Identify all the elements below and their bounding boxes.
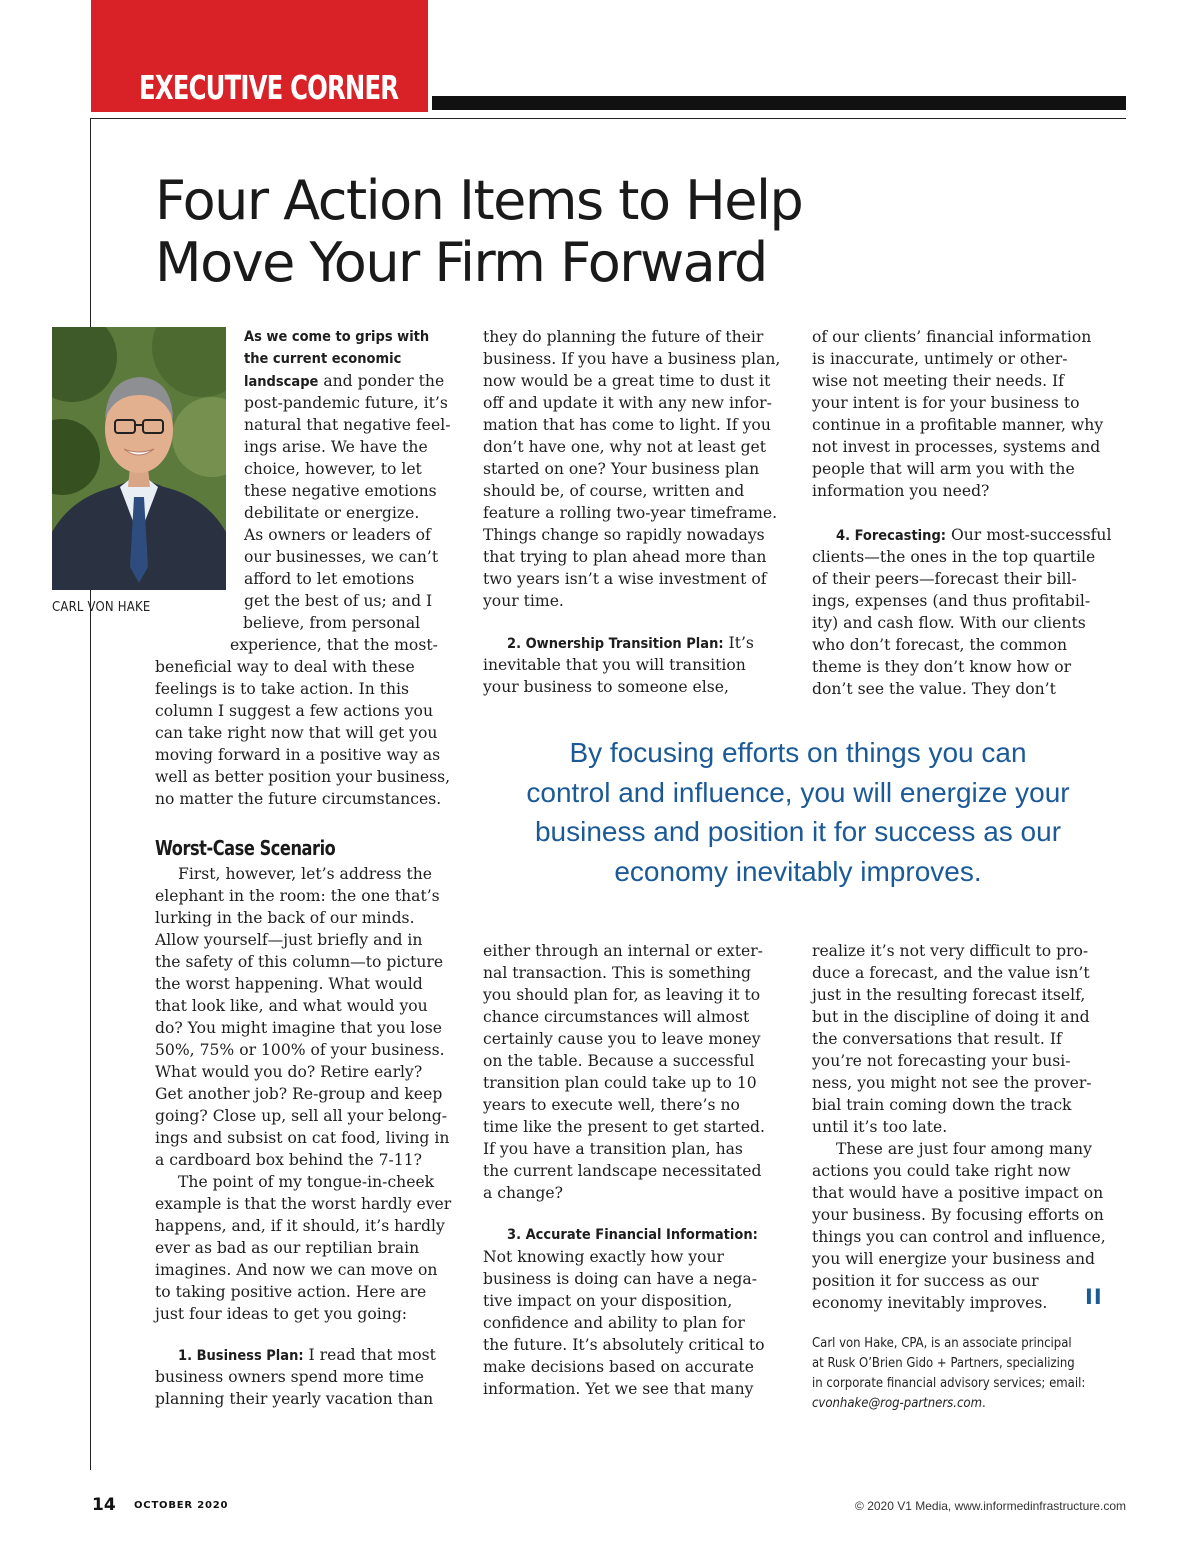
intro-line: can take right now that will get you xyxy=(155,724,438,742)
body-line: chance circumstances will almost xyxy=(483,1008,750,1026)
body-line: not invest in processes, systems and xyxy=(812,438,1101,456)
page-number: 14 xyxy=(92,1495,116,1515)
body-line: of our clients’ financial information xyxy=(812,328,1092,346)
body-line: started on one? Your business plan xyxy=(483,460,760,478)
body-line: a change? xyxy=(483,1184,563,1202)
body-line: off and update it with any new infor- xyxy=(483,394,772,412)
author-email[interactable]: cvonhake@rog-partners.com xyxy=(812,1396,982,1411)
item-text: Our most-successful xyxy=(946,526,1112,544)
body-line: These are just four among many xyxy=(836,1140,1092,1158)
item-heading: 1. Business Plan: xyxy=(178,1348,304,1364)
body-line: the future. It’s absolutely critical to xyxy=(483,1336,765,1354)
pull-quote-line: economy inevitably improves. xyxy=(614,855,982,887)
body-line: do? You might imagine that you lose xyxy=(155,1019,442,1037)
body-line: you should plan for, as leaving it to xyxy=(483,986,761,1004)
intro-line: As owners or leaders of xyxy=(244,526,431,544)
body-line: mation that has come to light. If you xyxy=(483,416,771,434)
pull-quote-line: By focusing efforts on things you can xyxy=(569,737,1027,768)
intro-lead-line: As we come to grips with xyxy=(244,329,430,345)
item-text: It’s xyxy=(723,634,754,652)
body-line: your intent is for your business to xyxy=(812,394,1080,412)
body-line: ever as bad as our reptilian brain xyxy=(155,1239,420,1257)
body-line: ings, expenses (and thus profitabil- xyxy=(812,592,1091,610)
body-line: The point of my tongue-in-cheek xyxy=(178,1173,435,1191)
body-line: imagines. And now we can move on xyxy=(155,1261,438,1279)
body-line: planning their yearly vacation than xyxy=(155,1390,434,1408)
body-line: information. Yet we see that many xyxy=(483,1380,754,1398)
body-line: make decisions based on accurate xyxy=(483,1358,754,1376)
intro-line: column I suggest a few actions you xyxy=(155,702,433,720)
body-line: business. If you have a business plan, xyxy=(483,350,781,368)
body-line: going? Close up, sell all your belong- xyxy=(155,1107,448,1125)
body-line: a cardboard box behind the 7-11? xyxy=(155,1151,423,1169)
body-line: just four ideas to get you going: xyxy=(155,1305,408,1323)
body-line: example is that the worst hardly ever xyxy=(155,1195,452,1213)
item-heading: 3. Accurate Financial Information: xyxy=(507,1227,758,1243)
body-line: Allow yourself—just briefly and in xyxy=(155,931,423,949)
body-line: your time. xyxy=(483,592,564,610)
intro-line: these negative emotions xyxy=(244,482,437,500)
intro-line: debilitate or energize. xyxy=(244,504,420,522)
intro-line: feelings is to take action. In this xyxy=(155,680,410,698)
intro-line: choice, however, to let xyxy=(244,460,422,478)
body-line xyxy=(178,1345,436,1368)
body-line: people that will arm you with the xyxy=(812,460,1075,478)
intro-line: well as better position your business, xyxy=(155,768,451,786)
body-line: should be, of course, written and xyxy=(483,482,745,500)
body-line: What would you do? Retire early? xyxy=(155,1063,423,1081)
body-line: the safety of this column—to picture xyxy=(155,953,444,971)
intro-line: ings arise. We have the xyxy=(244,438,428,456)
body-line: lurking in the back of our minds. xyxy=(155,909,415,927)
intro-lead-line: the current economic xyxy=(244,351,402,367)
article-title xyxy=(155,170,915,294)
intro-line: get the best of us; and I xyxy=(244,592,433,610)
title-line: Four Action Items to Help xyxy=(155,169,803,232)
intro-line: natural that negative feel- xyxy=(244,416,451,434)
worst-case-heading: Worst-Case Scenario xyxy=(155,836,336,860)
section-label: EXECUTIVE CORNER xyxy=(139,68,399,107)
intro-line xyxy=(244,371,444,394)
intro-line: our businesses, we can’t xyxy=(244,548,439,566)
item-heading: 2. Ownership Transition Plan: xyxy=(507,636,724,652)
body-line: duce a forecast, and the value isn’t xyxy=(812,964,1090,982)
body-line: to taking positive action. Here are xyxy=(155,1283,427,1301)
top-rule xyxy=(91,118,1126,119)
body-line: you’re not forecasting your busi- xyxy=(812,1052,1071,1070)
body-line: ings and subsist on cat food, living in xyxy=(155,1129,450,1147)
body-line: feature a rolling two-year timeframe. xyxy=(483,504,778,522)
body-line: First, however, let’s address the xyxy=(178,865,432,883)
body-line: don’t see the value. They don’t xyxy=(812,680,1056,698)
title-line: Move Your Firm Forward xyxy=(155,231,767,294)
body-line: Things change so rapidly nowadays xyxy=(483,526,765,544)
body-line: tive impact on your disposition, xyxy=(483,1292,733,1310)
bio-line xyxy=(812,1394,1085,1414)
body-line: things you can control and influence, xyxy=(812,1228,1106,1246)
body-line: information you need? xyxy=(812,482,990,500)
body-line: transition plan could take up to 10 xyxy=(483,1074,757,1092)
body-line: Get another job? Re-group and keep xyxy=(155,1085,443,1103)
body-line: you will energize your business and xyxy=(812,1250,1096,1268)
body-line: ity) and cash flow. With our clients xyxy=(812,614,1086,632)
intro-line: believe, from personal xyxy=(243,614,421,632)
item-heading: 4. Forecasting: xyxy=(836,528,946,544)
body-line xyxy=(507,633,754,656)
body-line: just in the resulting forecast itself, xyxy=(812,986,1086,1004)
body-line xyxy=(836,525,1111,548)
body-line: position it for success as our xyxy=(812,1272,1039,1290)
body-line: that look like, and what would you xyxy=(155,997,428,1015)
body-line: nal transaction. This is something xyxy=(483,964,752,982)
pull-quote-line: control and influence, you will energize your xyxy=(526,776,1070,808)
body-line: clients—the ones in the top quartile xyxy=(812,548,1096,566)
body-line: 50%, 75% or 100% of your business. xyxy=(155,1041,445,1059)
pull-quote-line: business and position it for success as our xyxy=(534,816,1062,847)
body-line: on the table. Because a successful xyxy=(483,1052,755,1070)
body-line: business is doing can have a nega- xyxy=(483,1270,757,1288)
body-line: certainly cause you to leave money xyxy=(483,1030,761,1048)
body-line: two years isn’t a wise investment of xyxy=(483,570,767,588)
body-line: theme is they don’t know how or xyxy=(812,658,1072,676)
pull-quote xyxy=(484,733,1112,891)
body-line: that trying to plan ahead more than xyxy=(483,548,767,566)
intro-line: moving forward in a positive way as xyxy=(155,746,441,764)
body-line: now would be a great time to dust it xyxy=(483,372,771,390)
bio-line: at Rusk O’Brien Gido + Partners, specializing xyxy=(812,1356,1075,1371)
body-line: the worst happening. What would xyxy=(155,975,423,993)
intro-line: beneficial way to deal with these xyxy=(155,658,415,676)
body-line: your business. By focusing efforts on xyxy=(812,1206,1104,1224)
body-line: bial train coming down the track xyxy=(812,1096,1072,1114)
author-photo xyxy=(52,327,226,590)
intro-line: experience, that the most- xyxy=(230,636,438,654)
body-line: your business to someone else, xyxy=(483,678,729,696)
body-line: who don’t forecast, the common xyxy=(812,636,1068,654)
body-line: realize it’s not very difficult to pro- xyxy=(812,942,1089,960)
body-line: Not knowing exactly how your xyxy=(483,1248,724,1266)
body-line: wise not meeting their needs. If xyxy=(812,372,1064,390)
body-line: that would have a positive impact on xyxy=(812,1184,1104,1202)
body-line: happens, and, if it should, it’s hardly xyxy=(155,1217,445,1235)
body-line: elephant in the room: the one that’s xyxy=(155,887,440,905)
body-line: either through an internal or exter- xyxy=(483,942,763,960)
body-line: confidence and ability to plan for xyxy=(483,1314,745,1332)
body-line: inevitable that you will transition xyxy=(483,656,746,674)
body-line: If you have a transition plan, has xyxy=(483,1140,743,1158)
body-line: until it’s too late. xyxy=(812,1118,948,1136)
bio-line: in corporate financial advisory services; email: xyxy=(812,1376,1086,1391)
email-suffix: . xyxy=(981,1396,986,1411)
copyright-line: © 2020 V1 Media, www.informedinfrastructure.com xyxy=(855,1499,1126,1513)
body-line: but in the discipline of doing it and xyxy=(812,1008,1090,1026)
body-line: the conversations that result. If xyxy=(812,1030,1062,1048)
left-rule xyxy=(90,118,91,1470)
body-line: the current landscape necessitated xyxy=(483,1162,762,1180)
intro-line: afford to let emotions xyxy=(244,570,415,588)
body-line: time like the present to get started. xyxy=(483,1118,765,1136)
body-line: business owners spend more time xyxy=(155,1368,424,1386)
body-line: years to execute well, there’s no xyxy=(483,1096,740,1114)
bio-line: Carl von Hake, CPA, is an associate principal xyxy=(812,1336,1072,1351)
body-line: is inaccurate, untimely or other- xyxy=(812,350,1068,368)
intro-lead-continuation: and ponder the xyxy=(318,372,445,390)
author-bio xyxy=(812,1334,1085,1414)
header-bar xyxy=(432,96,1126,110)
issue-date: OCTOBER 2020 xyxy=(134,1500,229,1511)
intro-line: no matter the future circumstances. xyxy=(155,790,442,808)
intro-line: post-pandemic future, it’s xyxy=(244,394,448,412)
body-line: they do planning the future of their xyxy=(483,328,764,346)
intro-lead-line: landscape xyxy=(244,374,319,390)
body-line: economy inevitably improves. xyxy=(812,1294,1048,1312)
body-line: actions you could take right now xyxy=(812,1162,1071,1180)
body-line: ness, you might not see the prover- xyxy=(812,1074,1092,1092)
photo-caption: CARL VON HAKE xyxy=(52,600,151,615)
body-line: don’t have one, why not at least get xyxy=(483,438,767,456)
body-line: of their peers—forecast their bill- xyxy=(812,570,1077,588)
item-text: I read that most xyxy=(303,1346,436,1364)
body-line: continue in a profitable manner, why xyxy=(812,416,1104,434)
end-mark: II xyxy=(1085,1285,1103,1309)
